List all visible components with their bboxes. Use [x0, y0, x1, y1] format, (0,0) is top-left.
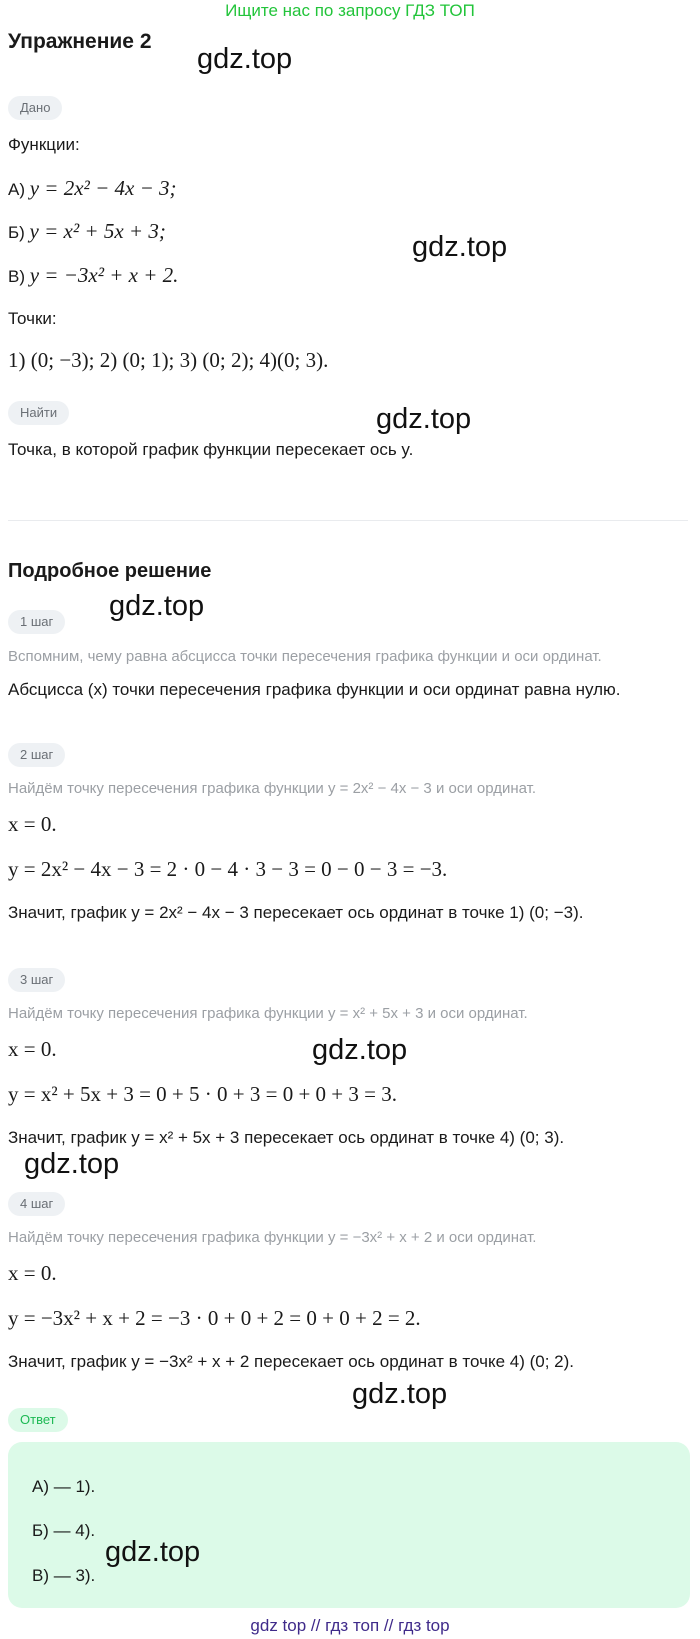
watermark: gdz.top [352, 1378, 448, 1410]
answer-item-a: А) — 1). [32, 1477, 96, 1496]
function-a [8, 176, 177, 201]
function-label: В) [8, 267, 30, 286]
function-formula: y = 2x² − 4x − 3; [29, 176, 177, 200]
functions-label: Функции: [8, 135, 80, 154]
step-4-line-3: Значит, график y = −3x² + x + 2 пересекает ось ординат в точке 4) (0; 2). [8, 1352, 575, 1371]
function-formula: y = x² + 5x + 3; [29, 219, 166, 243]
watermark: gdz.top [376, 403, 472, 435]
given-chip: Дано [8, 96, 62, 120]
page-title: Упражнение 2 [8, 30, 152, 53]
answer-chip: Ответ [8, 1408, 68, 1432]
function-label: А) [8, 180, 30, 199]
step-4-line-1: x = 0. [8, 1261, 57, 1285]
step-2-hint: Найдём точку пересечения графика функции y = 2x² − 4x − 3 и оси ординат. [8, 780, 537, 797]
solution-title: Подробное решение [8, 560, 212, 582]
watermark: gdz.top [412, 231, 508, 263]
step-4-hint: Найдём точку пересечения графика функции y = −3x² + x + 2 и оси ординат. [8, 1229, 537, 1246]
watermark: gdz.top [197, 43, 293, 75]
step-2-line-1: x = 0. [8, 812, 57, 836]
function-formula: y = −3x² + x + 2. [29, 263, 179, 287]
step-1-line-1: Абсцисса (x) точки пересечения графика функции и оси ординат равна нулю. [8, 680, 621, 699]
watermark: gdz.top [105, 1536, 201, 1568]
step-3-line-1: x = 0. [8, 1037, 57, 1061]
promo-banner[interactable]: Ищите нас по запросу ГДЗ ТОП [225, 1, 475, 20]
points-label: Точки: [8, 309, 57, 328]
function-c [8, 263, 178, 288]
find-chip: Найти [8, 401, 69, 425]
answer-box [8, 1442, 690, 1608]
find-text: Точка, в которой график функции пересекает ось y. [8, 440, 414, 459]
step-3-line-2: y = x² + 5x + 3 = 0 + 5 · 0 + 3 = 0 + 0 + 3 = 3. [8, 1082, 397, 1106]
watermark: gdz.top [312, 1034, 408, 1066]
function-label: Б) [8, 223, 30, 242]
step-3-hint: Найдём точку пересечения графика функции y = x² + 5x + 3 и оси ординат. [8, 1005, 528, 1022]
step-1-chip: 1 шаг [8, 610, 65, 634]
step-1-hint: Вспомним, чему равна абсцисса точки пересечения графика функции и оси ординат. [8, 648, 602, 665]
points-list: 1) (0; −3); 2) (0; 1); 3) (0; 2); 4)(0; 3). [8, 348, 329, 372]
function-b [8, 219, 166, 244]
step-2-line-3: Значит, график y = 2x² − 4x − 3 пересекает ось ординат в точке 1) (0; −3). [8, 903, 584, 922]
watermark: gdz.top [109, 590, 205, 622]
step-2-chip: 2 шаг [8, 743, 65, 767]
watermark: gdz.top [24, 1148, 120, 1180]
section-divider [8, 520, 688, 521]
step-4-chip: 4 шаг [8, 1192, 65, 1216]
step-3-line-3: Значит, график y = x² + 5x + 3 пересекает ось ординат в точке 4) (0; 3). [8, 1128, 565, 1147]
step-2-line-2: y = 2x² − 4x − 3 = 2 · 0 − 4 · 3 − 3 = 0 − 0 − 3 = −3. [8, 857, 448, 881]
footer-links[interactable]: gdz top // гдз топ // гдз top [250, 1616, 450, 1635]
step-4-line-2: y = −3x² + x + 2 = −3 · 0 + 0 + 2 = 0 + 0 + 2 = 2. [8, 1306, 421, 1330]
step-3-chip: 3 шаг [8, 968, 65, 992]
answer-item-b: Б) — 4). [32, 1521, 96, 1540]
answer-item-c: В) — 3). [32, 1566, 96, 1585]
